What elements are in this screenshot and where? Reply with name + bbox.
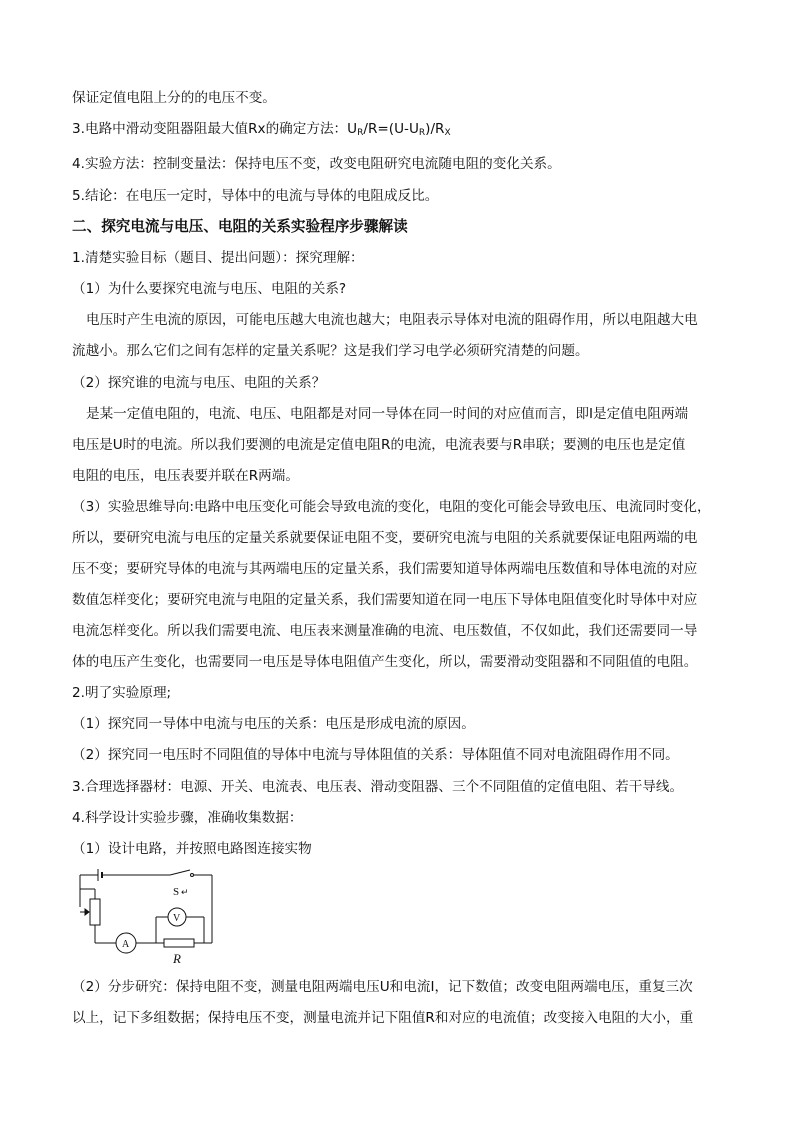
resistor <box>164 939 194 947</box>
resistor-label: R <box>173 951 181 966</box>
ammeter-label: A <box>122 939 130 950</box>
line-method: 4.实验方法：控制变量法：保持电压不变，改变电阻研究电流随电阻的变化关系。 <box>72 156 561 173</box>
step-2: 2.明了实验原理; <box>72 685 172 702</box>
design-2: （2）分步研究：保持电阻不变，测量电阻两端电压U和电流I，记下数值；改变电阻两端电压，重复三次 以上，记下多组数据；保持电压不变，测量电流并记下阻值R和对应的电流值；改变接入电阻的大小，重 <box>72 979 694 1026</box>
answer-2: 是某一定值电阻的，电流、电压、电阻都是对同一导体在同一时间的对应值而言，即I是定值电阻两端 电压是U时的电流。所以我们要测的电流是定值电阻R的电流，电流表要与R串联；要测的电压也是定值 电阻的电压，电压表要并联在R两端。 <box>72 405 689 484</box>
rheostat <box>90 899 100 925</box>
question-3-block: （3）实验思维导向:电路中电压变化可能会导致电流的变化，电阻的变化可能会导致电压、电流同时变化， 所以，要研究电流与电压的定量关系就要保证电阻不变，要研究电流与电阻的关系就要保证电阻两端的电 压不变；要研究导体的电流与其两端电压的定量关系，我们需要知道导体两端电压数值和导体电流的对应 数值怎样变化；要研究电流与电阻的定量关系，我们需要知道在同一电压下导体电阻值变化时导体中对应 电流怎样变化。所以我们需要电流、电压表来测量准确的电流、电压数值，不仅如此，我们还需要同一导 体的电压产生变化，也需要同一电压是导体电阻值产生变化，所以，需要滑动变阻器和不同阻值的电阻。 <box>72 498 711 670</box>
switch-label: S <box>173 886 180 898</box>
step-3: 3.合理选择器材：电源、开关、电流表、电压表、滑动变阻器、三个不同阻值的定值电阻、若干导线。 <box>72 778 684 795</box>
step-4: 4.科学设计实验步骤，准确收集数据： <box>72 809 303 826</box>
line-rx-method: 3.电路中滑动变阻器阻最大值Rx的确定方法：$U_R/R=(U-U_R)/R_X$ <box>72 121 451 139</box>
return-mark: ↵ <box>181 887 189 897</box>
question-1: （1）为什么要探究电流与电压、电阻的关系? <box>72 281 347 298</box>
line-1: 保证定值电阻上分的的电压不变。 <box>72 90 276 106</box>
design-1: （1）设计电路，并按照电路图连接实物 <box>72 841 312 857</box>
section-heading: 二、探究电流与电压、电阻的关系实验程序步骤解读 <box>72 217 408 235</box>
principle-2: （2）探究同一电压时不同阻值的导体中电流与导体阻值的关系：导体阻值不同对电流阻碍作用不同。 <box>72 747 679 764</box>
switch-lever <box>170 870 190 875</box>
voltmeter-label: V <box>173 913 181 924</box>
circuit-diagram <box>72 867 232 967</box>
answer-1: 电压时产生电流的原因，可能电压越大电流也越大；电阻表示导体对电流的阻碍作用，所以电阻越大电 流越小。那么它们之间有怎样的定量关系呢？这是我们学习电学必须研究清楚的问题。 <box>72 312 698 360</box>
question-2: （2）探究谁的电流与电压、电阻的关系？ <box>72 374 326 391</box>
step-1: 1.清楚实验目标（题目、提出问题）：探究理解： <box>72 249 364 266</box>
line-conclusion: 5.结论：在电压一定时，导体中的电流与导体的电阻成反比。 <box>72 187 439 204</box>
principle-1: （1）探究同一导体中电流与电压的关系：电压是形成电流的原因。 <box>72 716 475 733</box>
document-page <box>72 88 732 1028</box>
